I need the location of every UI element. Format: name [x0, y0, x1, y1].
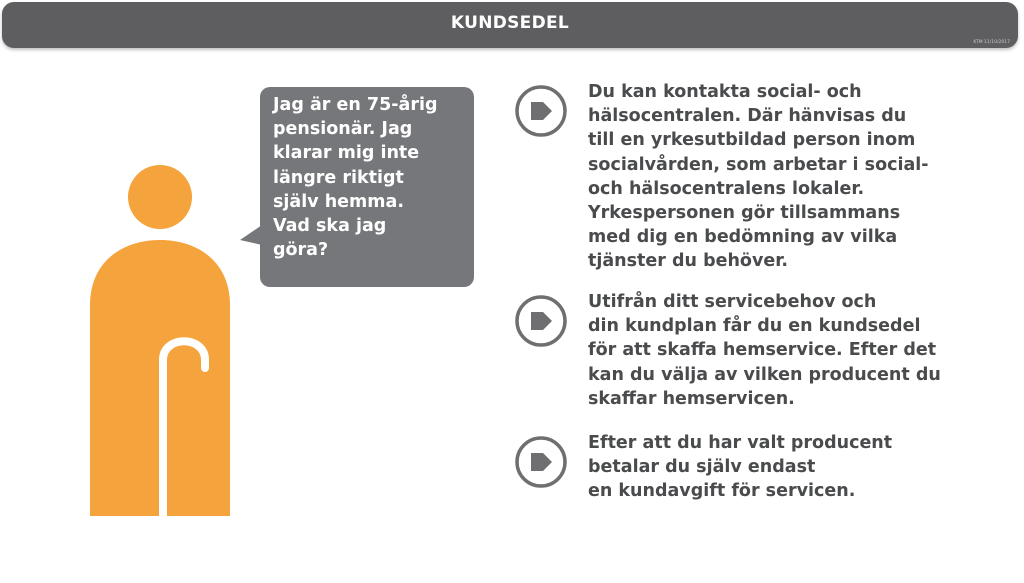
- arrow-right-circle-icon: [514, 84, 570, 140]
- page-title: KUNDSEDEL: [450, 13, 570, 33]
- arrow-right-circle-icon: [514, 294, 570, 350]
- step-text: Efter att du har valt producent betalar du själv endast en kundavgift för servicen.: [588, 433, 893, 502]
- speech-bubble-tail: [240, 225, 262, 247]
- document-code: KTM 11/10/2017: [973, 40, 1010, 45]
- step-text: Utifrån ditt servicebehov och din kundplan får du en kundsedel för att skaffa hemservice. Efter det kan du välja av vilken producent du skaffar hemservicen.: [588, 292, 941, 409]
- speech-bubble-text: Jag är en 75-årig pensionär. Jag klarar mig inte längre riktigt själv hemma. Vad ska jag göra?: [273, 95, 438, 261]
- arrow-right-circle-icon: [514, 435, 570, 491]
- step-text: Du kan kontakta social- och hälsocentralen. Där hänvisas du till en yrkesutbildad person inom socialvården, som arbetar i social- och hälsocentralens lokaler. Yrkespersonen gör tillsammans med dig en bedömning av vilka tjänster du behöver.: [588, 82, 929, 272]
- speech-bubble: [260, 87, 474, 287]
- person-head: [128, 165, 192, 229]
